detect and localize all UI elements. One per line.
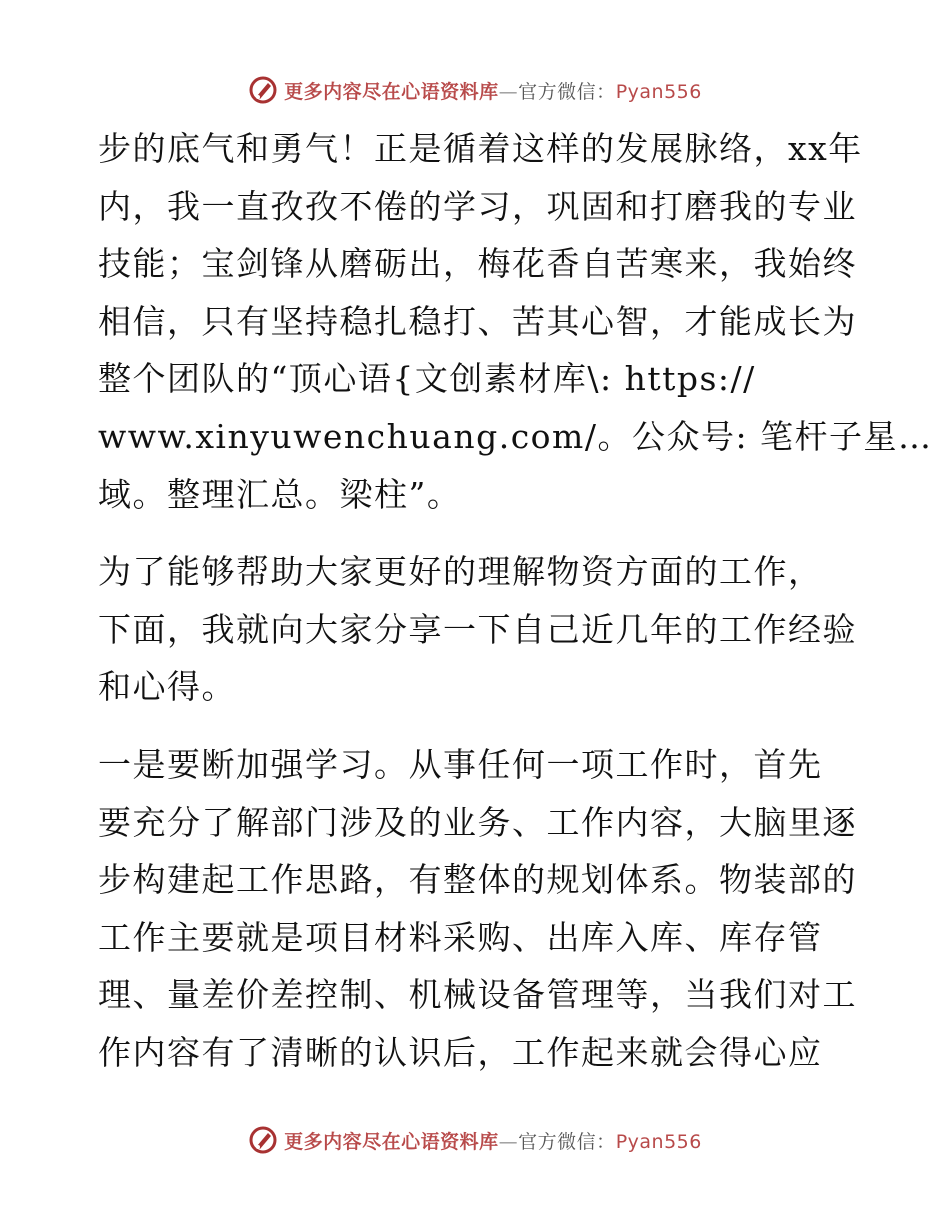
text-line: 步构建起工作思路，有整体的规划体系。物装部的 (98, 860, 857, 900)
footer-wechat-id: Pyan556 (615, 1130, 702, 1153)
paragraph-3 (98, 736, 858, 1082)
text-line: www.xinyuwenchuang.com/。公众号: 笔杆子星… (98, 416, 933, 456)
text-line: 理、量差价差控制、机械设备管理等，当我们对工 (98, 975, 857, 1015)
paragraph-1 (98, 120, 933, 523)
text-line: 作内容有了清晰的认识后，工作起来就会得心应 (98, 1032, 823, 1072)
pen-logo-icon (248, 75, 278, 105)
text-line: 下面，我就向大家分享一下自己近几年的工作经验 (98, 609, 857, 649)
text-line: 域。整理汇总。梁柱”。 (98, 474, 462, 514)
header-banner (0, 70, 950, 110)
header-banner-text (284, 77, 702, 104)
footer-banner-dash: — (498, 1130, 519, 1153)
paragraph-2 (98, 543, 858, 716)
text-line: 步的底气和勇气！正是循着这样的发展脉络，xx年 (98, 129, 863, 168)
text-line: 一是要断加强学习。从事任何一项工作时，首先 (98, 744, 823, 784)
footer-banner (0, 1120, 950, 1160)
text-line: 要充分了解部门涉及的业务、工作内容，大脑里逐 (98, 802, 857, 842)
pen-logo-icon (248, 1125, 278, 1155)
text-line: 工作主要就是项目材料采购、出库入库、库存管 (98, 917, 823, 957)
header-wechat-label: 官方微信： (518, 80, 616, 103)
text-line: 和心得。 (98, 667, 236, 707)
footer-banner-text (284, 1127, 702, 1154)
text-line: 内，我一直孜孜不倦的学习，巩固和打磨我的专业 (98, 186, 857, 226)
text-line: 相信，只有坚持稳扎稳打、苦其心智，才能成长为 (98, 301, 857, 341)
document-body (98, 120, 933, 1082)
text-line: 为了能够帮助大家更好的理解物资方面的工作， (98, 552, 823, 592)
header-banner-dash: — (498, 80, 519, 103)
footer-banner-title: 更多内容尽在心语资料库 (284, 1130, 499, 1153)
text-line: 整个团队的“顶心语{文创素材库\: https:// (98, 359, 756, 399)
text-line: 技能；宝剑锋从磨砺出，梅花香自苦寒来，我始终 (98, 244, 857, 284)
header-wechat-id: Pyan556 (615, 80, 702, 103)
header-banner-title: 更多内容尽在心语资料库 (284, 80, 499, 103)
footer-wechat-label: 官方微信： (518, 1130, 616, 1153)
